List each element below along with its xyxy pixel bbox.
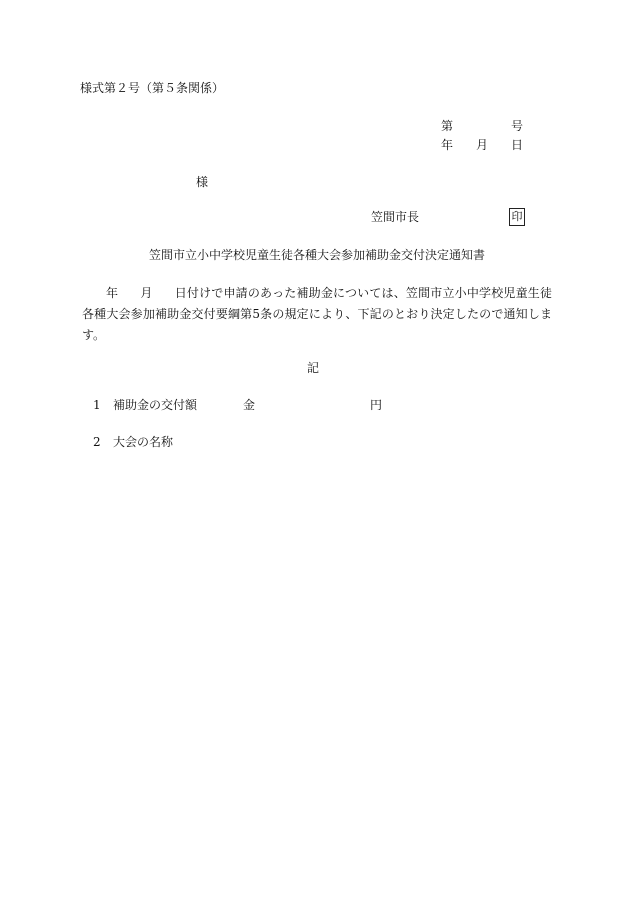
item-1-kin: 金 (243, 398, 256, 412)
body-year: 年 (106, 286, 119, 300)
item-1-number: 1 (93, 398, 101, 412)
item-1-yen: 円 (370, 398, 383, 412)
date-day: 日 (511, 138, 524, 152)
body-month: 月 (140, 286, 153, 300)
ref-go: 号 (511, 119, 524, 133)
document-title: 笠間市立小中学校児童生徒各種大会参加補助金交付決定通知書 (149, 248, 486, 262)
date-month: 月 (476, 138, 489, 152)
seal-stamp: 印 (509, 208, 525, 226)
ref-dai: 第 (441, 119, 454, 133)
form-number-label: 様式第２号（第５条関係） (80, 81, 225, 95)
addressee-suffix: 様 (196, 175, 209, 189)
body-paragraph (82, 283, 552, 346)
issuer-title: 笠間市長 (371, 210, 420, 224)
item-2-label: 大会の名称 (113, 435, 174, 449)
item-2-number: 2 (93, 435, 101, 449)
ki-heading: 記 (307, 361, 320, 375)
item-1-label: 補助金の交付額 (113, 398, 198, 412)
body-text: 日付けで申請のあった補助金については、笠間市立小中学校児童生徒各種大会参加補助金交付要綱第5条の規定により、下記のとおり決定したので通知します。 (82, 286, 552, 342)
date-year: 年 (441, 138, 454, 152)
